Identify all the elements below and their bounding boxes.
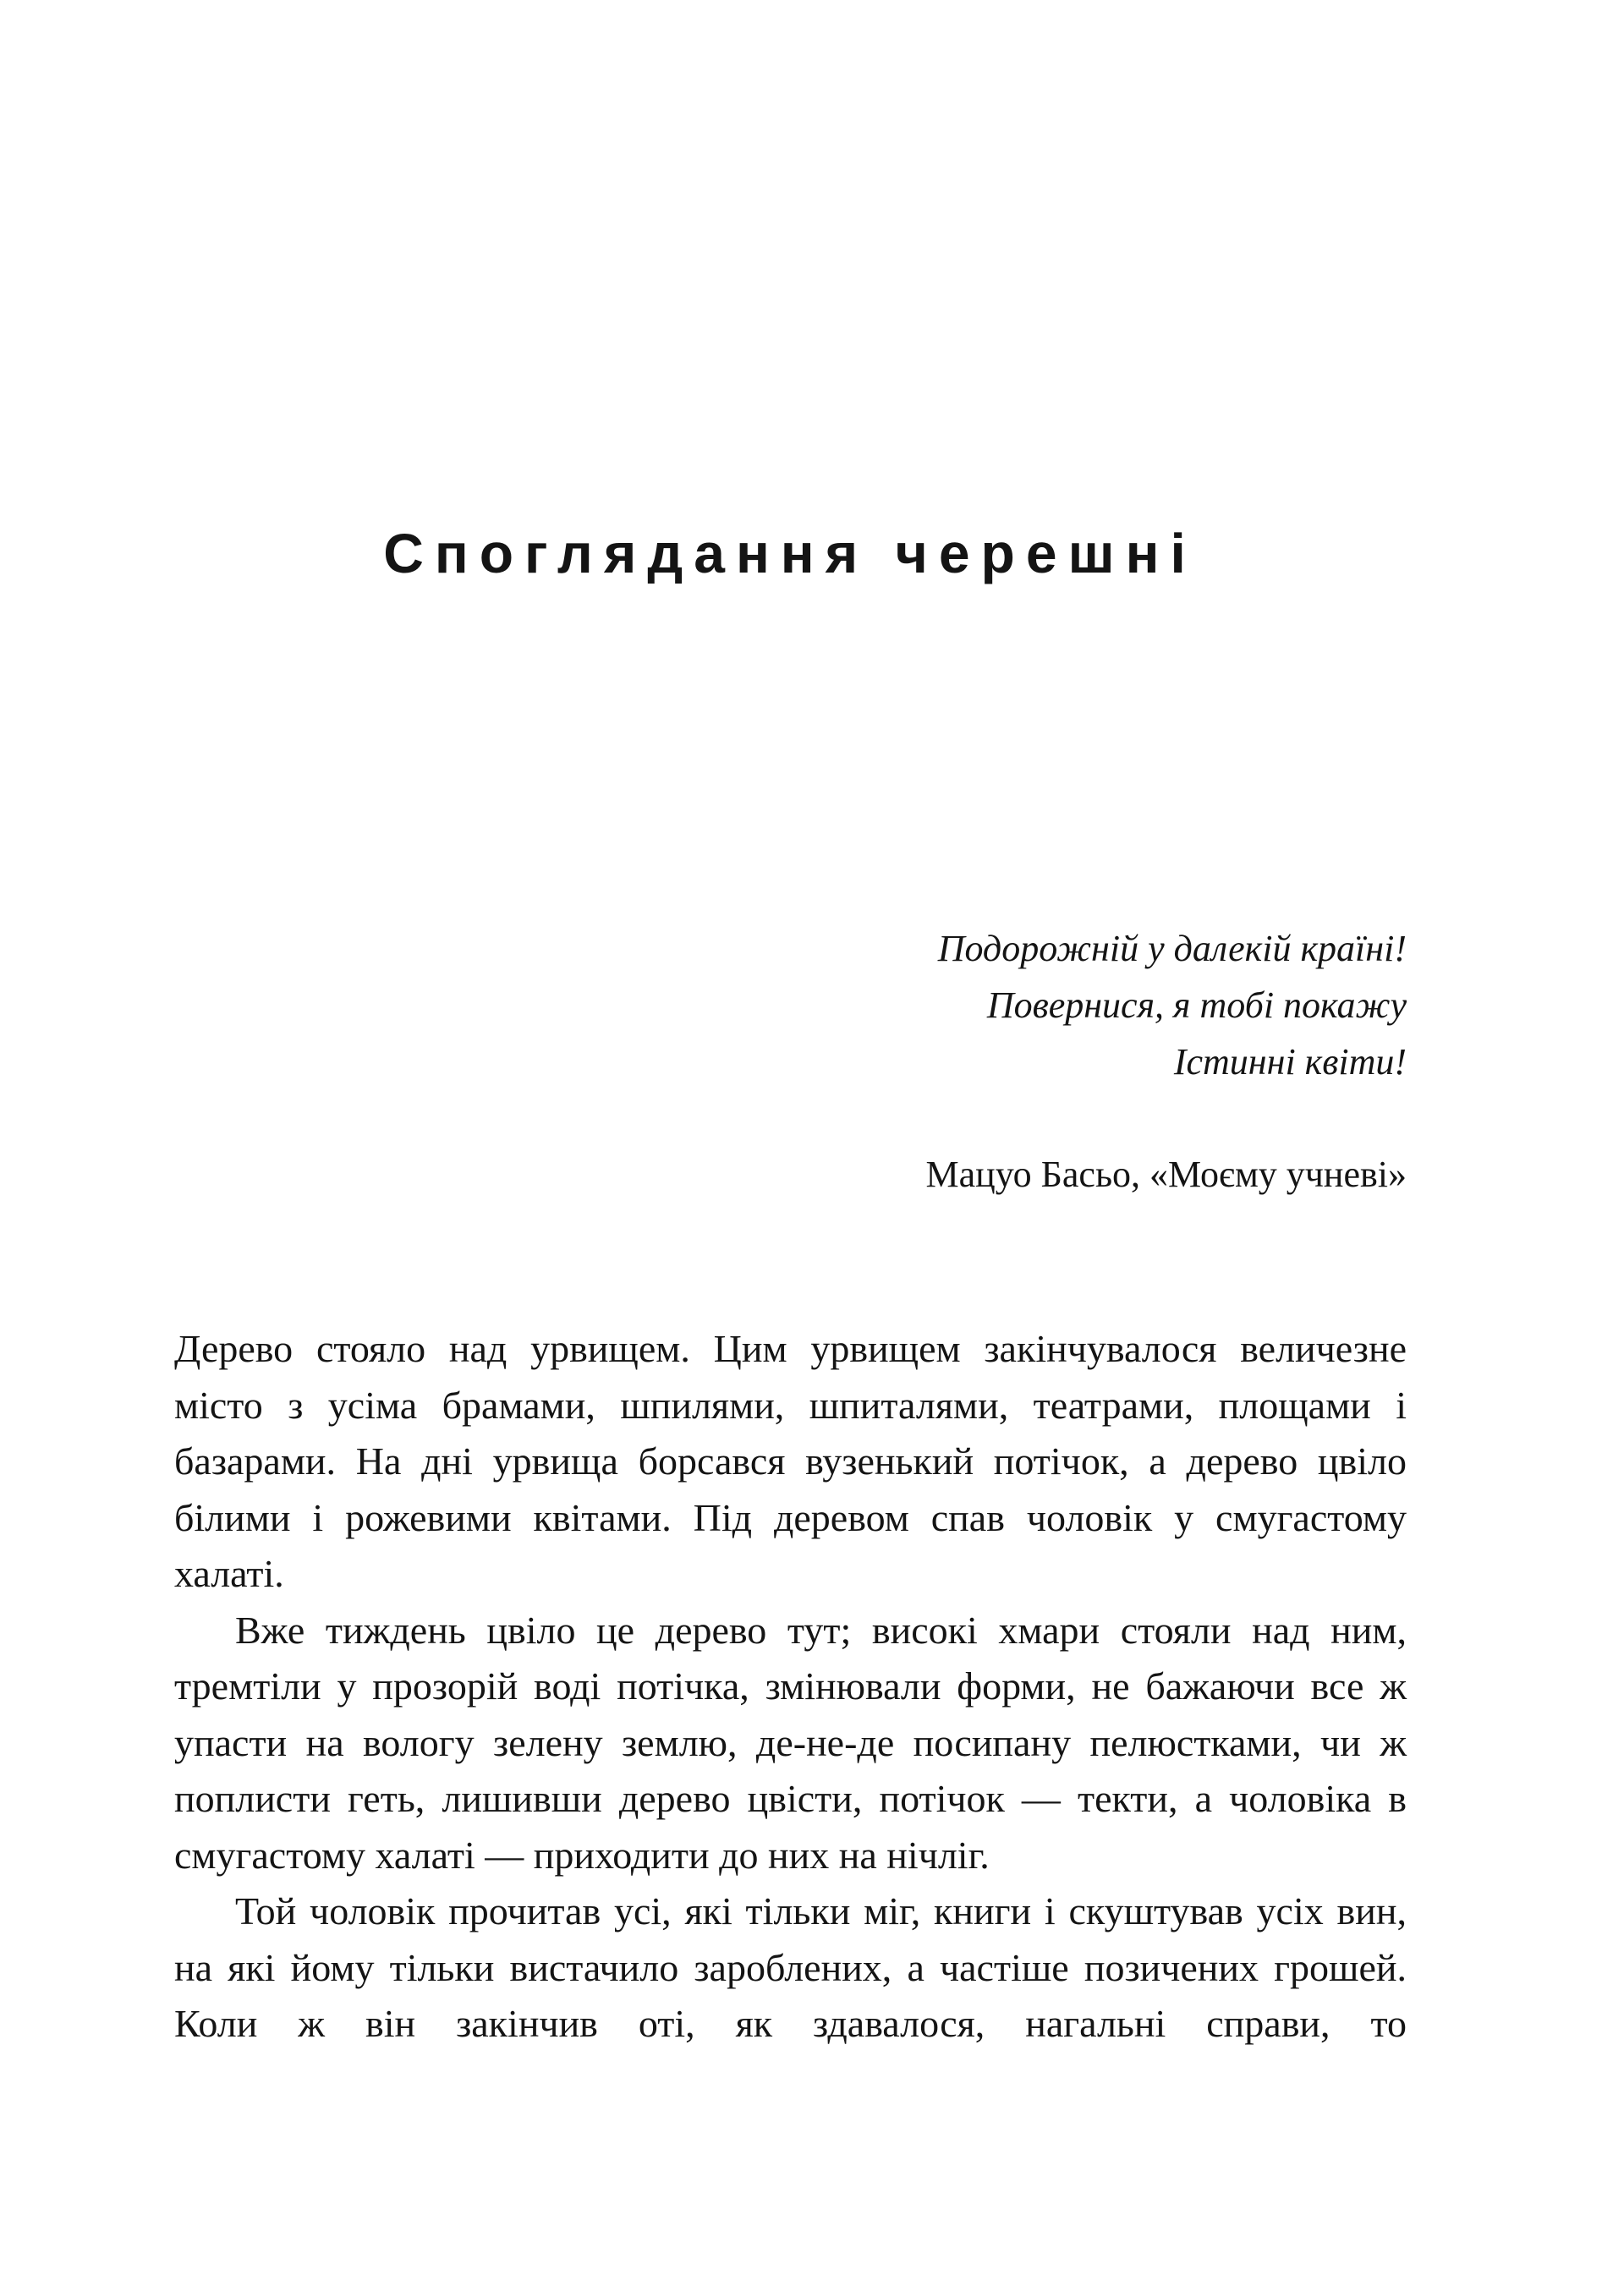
epigraph xyxy=(645,920,1407,1090)
epigraph-line: Подорожній у далекій країні! xyxy=(937,928,1407,969)
epigraph-line: Істинні квіти! xyxy=(1173,1041,1407,1083)
paragraph: Дерево стояло над урвищем. Цим урвищем закінчувалося величезне місто з усіма брамами, шпилями, шпиталями, театрами, площами і базарами. На дні урвища борсався вузенький потічок, а дерево цвіло білими і рожевими квітами. Під деревом спав чоловік у смугастому халаті. xyxy=(174,1327,1407,1595)
body-text xyxy=(174,1321,1407,2053)
epigraph-attribution: Мацуо Басьо, «Моєму учневі» xyxy=(925,1154,1407,1195)
paragraph: Вже тиждень цвіло це дерево тут; високі хмари стояли над ним, тремтіли у прозорій воді потічка, змінювали форми, не бажаючи все ж упасти на вологу зелену землю, де-не-де посипану пелюстками, чи ж поплисти геть, лишивши дерево цвісти, потічок — текти, а чоловіка в смугастому халаті — приходити до них на нічліг. xyxy=(174,1608,1407,1877)
epigraph-line: Повернися, я тобі покажу xyxy=(986,984,1407,1026)
chapter-title: Споглядання черешні xyxy=(383,522,1197,584)
paragraph: Той чоловік прочитав усі, які тільки міг, книги і скуштував усіх вин, на які йому тільки вистачило зароблених, а частіше позичених грошей. Коли ж він закінчив оті, як здавалося, нагальні справи, то xyxy=(174,1889,1407,2045)
